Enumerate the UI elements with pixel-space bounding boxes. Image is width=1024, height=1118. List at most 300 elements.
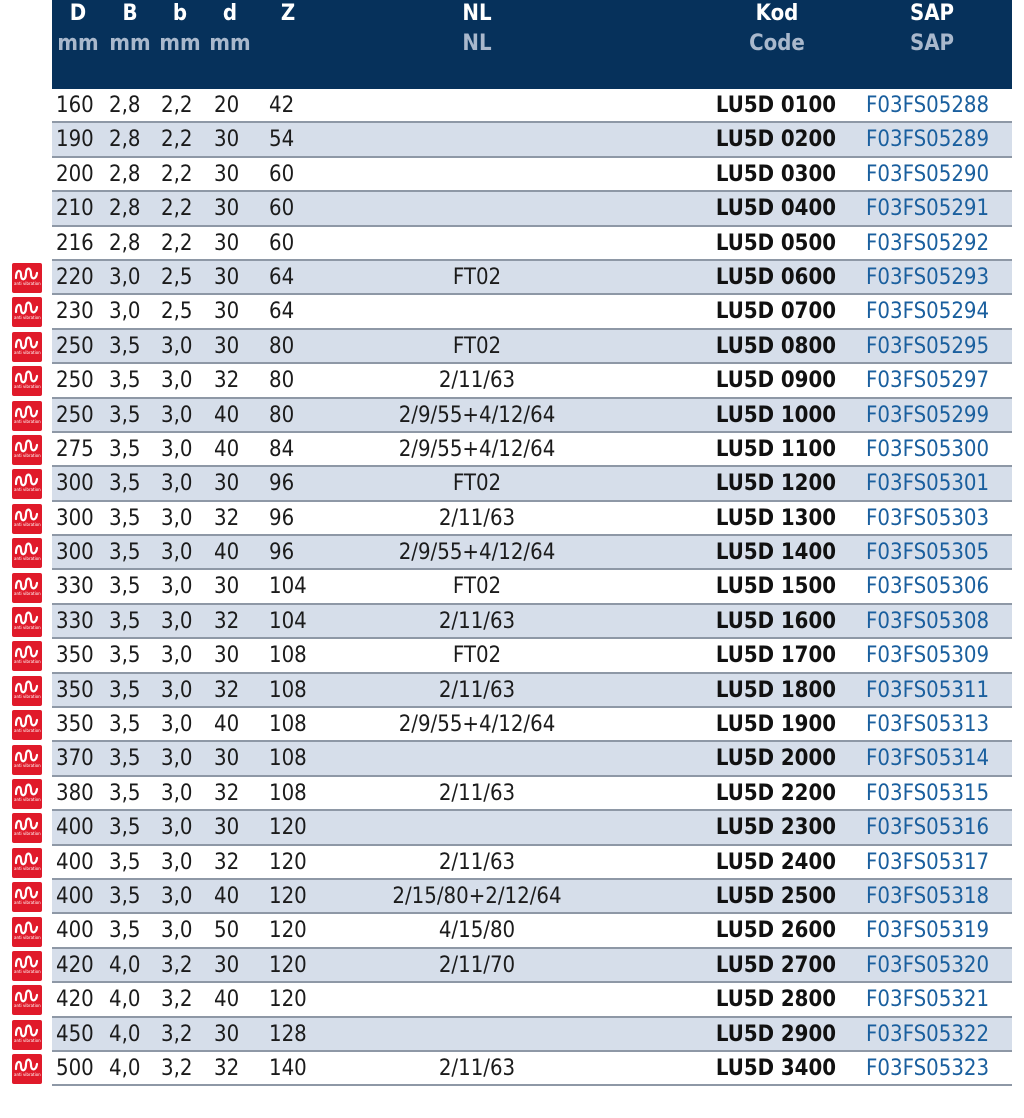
- cell-nl: 2/11/63: [438, 677, 516, 703]
- cell-sap: F03FS05306: [866, 574, 990, 600]
- cell-sap: F03FS05315: [866, 780, 990, 806]
- anti-vibration-icon: [12, 332, 42, 362]
- table-row: [52, 949, 1012, 983]
- anti-vibration-icon: [12, 607, 42, 637]
- cell-z: 120: [269, 952, 307, 978]
- cell-d: 40: [214, 883, 240, 909]
- cell-nl: [352, 1018, 602, 1050]
- cell-nl: FT02: [452, 471, 502, 497]
- cell-b: 3,5: [109, 540, 141, 566]
- cell-d: 32: [214, 1055, 240, 1081]
- table-row: [52, 777, 1012, 811]
- anti-vibration-icon: [12, 297, 42, 327]
- table-row: [52, 89, 1012, 123]
- header-sap: [880, 1, 984, 57]
- cell-nl: 2/11/70: [438, 952, 516, 978]
- anti-vibration-label: anti vibration: [14, 1072, 41, 1078]
- anti-vibration-label: anti vibration: [14, 349, 41, 355]
- header-kod-sub: Code: [749, 31, 805, 56]
- header-B-label: B: [122, 1, 138, 26]
- cell-d: 330: [56, 608, 94, 634]
- anti-vibration-label: anti vibration: [14, 934, 41, 940]
- cell-nl: [352, 742, 602, 774]
- cell-d: 216: [56, 230, 94, 256]
- cell-kod: LU5D 0100: [715, 93, 836, 118]
- cell-sap: F03FS05295: [866, 333, 990, 359]
- cell-b: 3,0: [161, 849, 193, 875]
- cell-sap: F03FS05300: [866, 436, 990, 462]
- cell-d: 30: [214, 815, 240, 841]
- anti-vibration-label: anti vibration: [14, 728, 41, 734]
- cell-d: 300: [56, 471, 94, 497]
- cell-nl: FT02: [452, 574, 502, 600]
- cell-b: 3,5: [109, 436, 141, 462]
- anti-vibration-icon: [12, 951, 42, 981]
- cell-nl: [352, 227, 602, 259]
- table-row: [52, 158, 1012, 192]
- header-B: [104, 1, 156, 57]
- cell-kod: LU5D 0200: [715, 127, 836, 153]
- cell-d: 30: [214, 1021, 240, 1047]
- cell-b: 3,0: [161, 815, 193, 841]
- cell-d: 330: [56, 574, 94, 600]
- cell-b: 2,8: [109, 196, 141, 222]
- cell-d: 50: [214, 918, 240, 944]
- cell-d: 300: [56, 540, 94, 566]
- cell-nl: 2/9/55+4/12/64: [398, 436, 556, 462]
- cell-z: 80: [269, 402, 295, 428]
- cell-d: 30: [214, 746, 240, 772]
- cell-kod: LU5D 1300: [715, 505, 836, 531]
- cell-b: 3,0: [161, 712, 193, 738]
- cell-b: 3,0: [161, 436, 193, 462]
- cell-nl: [352, 811, 602, 843]
- cell-d: 230: [56, 299, 94, 325]
- cell-b: 3,5: [109, 746, 141, 772]
- cell-sap: F03FS05319: [866, 918, 990, 944]
- cell-kod: LU5D 1000: [715, 402, 836, 428]
- anti-vibration-label: anti vibration: [14, 590, 41, 596]
- cell-b: 3,5: [109, 643, 141, 669]
- anti-vibration-icon: [12, 538, 42, 568]
- cell-sap: F03FS05294: [866, 299, 990, 325]
- table-row: [52, 227, 1012, 261]
- cell-b: 4,0: [109, 987, 141, 1013]
- table-row: [52, 846, 1012, 880]
- cell-b: 3,5: [109, 471, 141, 497]
- cell-b: 3,0: [161, 677, 193, 703]
- cell-kod: LU5D 0700: [715, 299, 836, 325]
- table-row: [52, 708, 1012, 742]
- anti-vibration-label: anti vibration: [14, 693, 41, 699]
- cell-z: 120: [269, 918, 307, 944]
- cell-b: 2,2: [161, 230, 193, 256]
- cell-z: 120: [269, 815, 307, 841]
- anti-vibration-label: anti vibration: [14, 453, 41, 458]
- anti-vibration-label: anti vibration: [14, 865, 41, 871]
- anti-vibration-icon: [12, 813, 42, 843]
- header-B-unit: mm: [109, 31, 151, 56]
- anti-vibration-icon: [12, 366, 42, 396]
- table-row: [52, 811, 1012, 845]
- cell-b: 3,0: [161, 540, 193, 566]
- cell-b: 3,2: [161, 1055, 193, 1081]
- cell-kod: LU5D 0500: [715, 230, 836, 256]
- cell-b: 2,8: [109, 230, 141, 256]
- header-D: [52, 1, 104, 57]
- cell-b: 3,0: [161, 746, 193, 772]
- header-d: [204, 1, 256, 57]
- cell-d: 30: [214, 230, 240, 256]
- cell-b: 3,0: [161, 574, 193, 600]
- anti-vibration-label: anti vibration: [14, 969, 41, 974]
- cell-sap: F03FS05318: [866, 883, 990, 909]
- cell-kod: LU5D 2600: [715, 918, 836, 944]
- table-row: [52, 192, 1012, 226]
- cell-sap: F03FS05301: [866, 471, 990, 497]
- cell-d: 32: [214, 849, 240, 875]
- cell-z: 54: [269, 127, 295, 153]
- table-row: [52, 433, 1012, 467]
- cell-nl: [352, 123, 602, 155]
- anti-vibration-icon: [12, 882, 42, 912]
- cell-b: 2,5: [161, 264, 193, 290]
- table-row: [52, 880, 1012, 914]
- anti-vibration-label: anti vibration: [14, 659, 41, 665]
- table-row: [52, 536, 1012, 570]
- cell-z: 64: [269, 299, 295, 325]
- cell-nl: FT02: [452, 333, 502, 359]
- anti-vibration-label: anti vibration: [14, 487, 41, 493]
- cell-d: 40: [214, 987, 240, 1013]
- table-row: [52, 399, 1012, 433]
- header-sap-label: SAP: [909, 1, 955, 26]
- cell-sap: F03FS05311: [866, 677, 990, 703]
- cell-kod: LU5D 1100: [715, 436, 836, 462]
- cell-kod: LU5D 1700: [715, 643, 836, 669]
- cell-d: 30: [214, 196, 240, 222]
- table-row: [52, 467, 1012, 501]
- cell-z: 42: [269, 93, 295, 118]
- cell-z: 104: [269, 608, 307, 634]
- anti-vibration-icon: [12, 779, 42, 809]
- cell-d: 32: [214, 677, 240, 703]
- table-row: [52, 983, 1012, 1017]
- table-row: [52, 1052, 1012, 1086]
- cell-nl: 2/11/63: [438, 608, 516, 634]
- cell-d: 20: [214, 93, 240, 118]
- cell-b: 3,5: [109, 918, 141, 944]
- cell-kod: LU5D 1200: [715, 471, 836, 497]
- cell-kod: LU5D 3400: [715, 1055, 836, 1081]
- cell-sap: F03FS05321: [866, 987, 990, 1013]
- table-row: [52, 605, 1012, 639]
- cell-d: 350: [56, 712, 94, 738]
- cell-b: 3,0: [161, 643, 193, 669]
- cell-sap: F03FS05323: [866, 1055, 990, 1081]
- anti-vibration-icon: [12, 745, 42, 775]
- cell-z: 96: [269, 505, 295, 531]
- cell-z: 140: [269, 1055, 307, 1081]
- cell-b: 3,5: [109, 849, 141, 875]
- cell-b: 3,0: [161, 918, 193, 944]
- cell-d: 30: [214, 574, 240, 600]
- anti-vibration-icon: [12, 401, 42, 431]
- table-row: [52, 674, 1012, 708]
- cell-nl: 2/15/80+2/12/64: [392, 883, 562, 909]
- table-row: [52, 364, 1012, 398]
- cell-b: 3,5: [109, 368, 141, 394]
- cell-z: 84: [269, 436, 295, 462]
- cell-kod: LU5D 0900: [715, 368, 836, 394]
- cell-sap: F03FS05290: [866, 161, 990, 187]
- cell-b: 2,8: [109, 93, 141, 118]
- cell-nl: 2/9/55+4/12/64: [398, 402, 556, 428]
- cell-z: 108: [269, 677, 307, 703]
- cell-b: 3,5: [109, 402, 141, 428]
- cell-nl: 2/11/63: [438, 849, 516, 875]
- cell-d: 32: [214, 780, 240, 806]
- cell-d: 30: [214, 161, 240, 187]
- header-NL-sub: NL: [462, 31, 492, 56]
- cell-d: 30: [214, 299, 240, 325]
- cell-b: 2,8: [109, 161, 141, 187]
- table-row: [52, 123, 1012, 157]
- header-Z: [262, 1, 314, 31]
- cell-kod: LU5D 2200: [715, 780, 836, 806]
- cell-nl: 2/9/55+4/12/64: [398, 540, 556, 566]
- cell-b: 3,5: [109, 677, 141, 703]
- cell-d: 500: [56, 1055, 94, 1081]
- cell-sap: F03FS05316: [866, 815, 990, 841]
- cell-d: 250: [56, 333, 94, 359]
- cell-b: 2,2: [161, 127, 193, 153]
- cell-z: 108: [269, 712, 307, 738]
- cell-d: 30: [214, 471, 240, 497]
- anti-vibration-icon: [12, 985, 42, 1015]
- anti-vibration-icon: [12, 1054, 42, 1084]
- header-NL: [427, 1, 527, 57]
- cell-b: 3,0: [161, 471, 193, 497]
- cell-z: 108: [269, 746, 307, 772]
- cell-sap: F03FS05293: [866, 264, 990, 290]
- cell-nl: [352, 983, 602, 1015]
- cell-b: 2,2: [161, 196, 193, 222]
- cell-z: 64: [269, 264, 295, 290]
- anti-vibration-icon: [12, 469, 42, 499]
- cell-d: 40: [214, 402, 240, 428]
- cell-nl: 2/9/55+4/12/64: [398, 712, 556, 738]
- cell-kod: LU5D 2800: [715, 987, 836, 1013]
- cell-d: 380: [56, 780, 94, 806]
- cell-d: 400: [56, 883, 94, 909]
- cell-d: 40: [214, 712, 240, 738]
- cell-nl: 2/11/63: [438, 368, 516, 394]
- table-row: [52, 639, 1012, 673]
- anti-vibration-label: anti vibration: [14, 315, 41, 321]
- cell-d: 275: [56, 436, 94, 462]
- header-NL-label: NL: [462, 1, 492, 26]
- cell-kod: LU5D 1500: [715, 574, 836, 600]
- anti-vibration-label: anti vibration: [14, 625, 41, 630]
- cell-z: 120: [269, 849, 307, 875]
- cell-d: 32: [214, 608, 240, 634]
- cell-b: 3,5: [109, 574, 141, 600]
- table-body: [52, 89, 1012, 1086]
- table-row: [52, 295, 1012, 329]
- cell-b: 3,0: [161, 333, 193, 359]
- header-D-unit: mm: [57, 31, 99, 56]
- cell-b: 3,2: [161, 952, 193, 978]
- anti-vibration-icon: [12, 573, 42, 603]
- cell-z: 96: [269, 540, 295, 566]
- anti-vibration-icon: [12, 263, 42, 293]
- anti-vibration-label: anti vibration: [14, 1037, 41, 1043]
- cell-b: 3,0: [109, 299, 141, 325]
- header-D-label: D: [69, 1, 87, 26]
- cell-b: 3,5: [109, 883, 141, 909]
- cell-kod: LU5D 2000: [715, 746, 836, 772]
- cell-kod: LU5D 1600: [715, 608, 836, 634]
- anti-vibration-label: anti vibration: [14, 384, 41, 390]
- cell-d: 40: [214, 436, 240, 462]
- anti-vibration-icon: [12, 504, 42, 534]
- table-header: [52, 0, 1012, 89]
- table-row: [52, 330, 1012, 364]
- table-row: [52, 1018, 1012, 1052]
- cell-b: 3,5: [109, 333, 141, 359]
- cell-sap: F03FS05288: [866, 93, 990, 118]
- cell-sap: F03FS05322: [866, 1021, 990, 1047]
- cell-b: 3,0: [161, 608, 193, 634]
- cell-sap: F03FS05297: [866, 368, 990, 394]
- cell-z: 108: [269, 780, 307, 806]
- cell-nl: [352, 192, 602, 224]
- cell-b: 3,5: [109, 815, 141, 841]
- cell-kod: LU5D 1900: [715, 712, 836, 738]
- cell-d: 420: [56, 952, 94, 978]
- cell-b: 3,0: [161, 368, 193, 394]
- cell-nl: [352, 158, 602, 190]
- cell-b: 3,2: [161, 1021, 193, 1047]
- cell-d: 30: [214, 643, 240, 669]
- cell-z: 80: [269, 368, 295, 394]
- header-kod-label: Kod: [755, 1, 799, 26]
- anti-vibration-label: anti vibration: [14, 797, 41, 802]
- cell-z: 60: [269, 230, 295, 256]
- cell-kod: LU5D 2900: [715, 1021, 836, 1047]
- header-Z-label: Z: [280, 1, 296, 26]
- cell-b: 3,0: [161, 402, 193, 428]
- cell-kod: LU5D 2500: [715, 883, 836, 909]
- anti-vibration-icon: [12, 435, 42, 465]
- header-sap-sub: SAP: [909, 31, 955, 56]
- cell-nl: 4/15/80: [438, 918, 516, 944]
- cell-nl: FT02: [452, 643, 502, 669]
- anti-vibration-label: anti vibration: [14, 418, 41, 424]
- header-b-label: b: [172, 1, 188, 26]
- cell-d: 32: [214, 505, 240, 531]
- cell-d: 250: [56, 368, 94, 394]
- anti-vibration-label: anti vibration: [14, 900, 41, 906]
- cell-d: 200: [56, 161, 94, 187]
- cell-nl: 2/11/63: [438, 1055, 516, 1081]
- cell-b: 3,0: [161, 883, 193, 909]
- cell-d: 400: [56, 849, 94, 875]
- cell-kod: LU5D 1800: [715, 677, 836, 703]
- cell-nl: 2/11/63: [438, 505, 516, 531]
- cell-b: 4,0: [109, 952, 141, 978]
- cell-d: 420: [56, 987, 94, 1013]
- anti-vibration-icon: [12, 848, 42, 878]
- cell-sap: F03FS05305: [866, 540, 990, 566]
- cell-sap: F03FS05303: [866, 505, 990, 531]
- cell-d: 400: [56, 815, 94, 841]
- anti-vibration-label: anti vibration: [14, 521, 41, 527]
- cell-sap: F03FS05313: [866, 712, 990, 738]
- header-b: [154, 1, 206, 57]
- header-d-label: d: [222, 1, 238, 26]
- cell-nl: 2/11/63: [438, 780, 516, 806]
- cell-z: 120: [269, 883, 307, 909]
- cell-kod: LU5D 0600: [715, 264, 836, 290]
- cell-kod: LU5D 0300: [715, 161, 836, 187]
- anti-vibration-label: anti vibration: [14, 281, 41, 286]
- cell-d: 30: [214, 127, 240, 153]
- cell-d: 350: [56, 643, 94, 669]
- cell-b: 4,0: [109, 1021, 141, 1047]
- table-row: [52, 502, 1012, 536]
- table-row: [52, 914, 1012, 948]
- anti-vibration-label: anti vibration: [14, 556, 41, 562]
- cell-sap: F03FS05299: [866, 402, 990, 428]
- cell-d: 370: [56, 746, 94, 772]
- cell-kod: LU5D 2300: [715, 815, 836, 841]
- cell-b: 3,5: [109, 505, 141, 531]
- cell-sap: F03FS05320: [866, 952, 990, 978]
- cell-b: 3,0: [161, 505, 193, 531]
- cell-d: 300: [56, 505, 94, 531]
- cell-b: 2,5: [161, 299, 193, 325]
- cell-z: 80: [269, 333, 295, 359]
- cell-sap: F03FS05292: [866, 230, 990, 256]
- cell-z: 60: [269, 161, 295, 187]
- table-row: [52, 742, 1012, 776]
- cell-nl: FT02: [452, 264, 502, 290]
- cell-d: 190: [56, 127, 94, 153]
- cell-sap: F03FS05291: [866, 196, 990, 222]
- cell-b: 3,0: [161, 780, 193, 806]
- cell-z: 108: [269, 643, 307, 669]
- cell-kod: LU5D 2400: [715, 849, 836, 875]
- cell-d: 30: [214, 264, 240, 290]
- cell-b: 2,2: [161, 93, 193, 118]
- cell-b: 3,2: [161, 987, 193, 1013]
- cell-kod: LU5D 1400: [715, 540, 836, 566]
- cell-kod: LU5D 0800: [715, 333, 836, 359]
- cell-b: 2,8: [109, 127, 141, 153]
- cell-sap: F03FS05317: [866, 849, 990, 875]
- anti-vibration-label: anti vibration: [14, 1003, 41, 1009]
- cell-d: 30: [214, 333, 240, 359]
- anti-vibration-icon: [12, 917, 42, 947]
- cell-sap: F03FS05308: [866, 608, 990, 634]
- anti-vibration-label: anti vibration: [14, 762, 41, 768]
- cell-d: 450: [56, 1021, 94, 1047]
- cell-d: 160: [56, 93, 94, 118]
- cell-d: 30: [214, 952, 240, 978]
- table-row: [52, 261, 1012, 295]
